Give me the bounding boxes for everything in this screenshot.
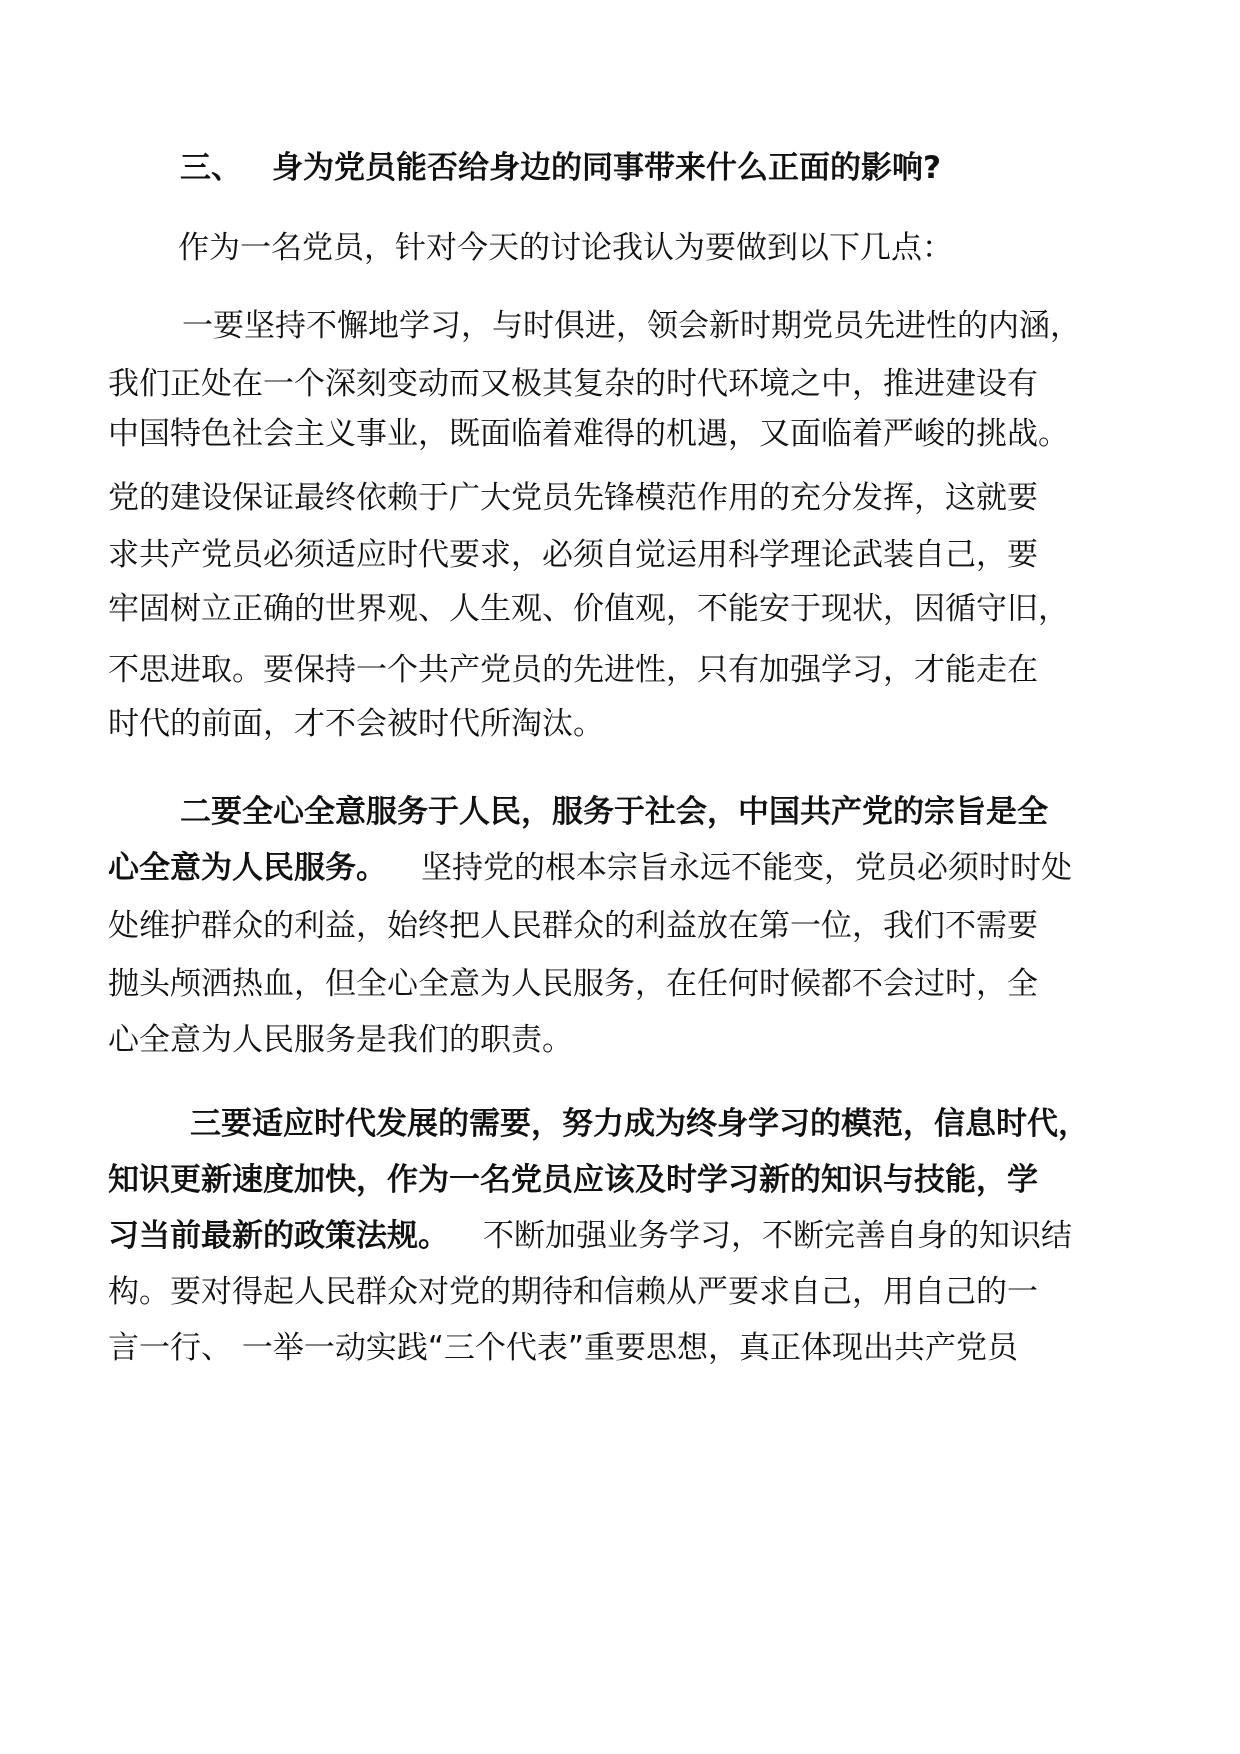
paragraph-line: 我们正处在一个深刻变动而又极其复杂的时代环境之中，推进建设有: [108, 366, 1038, 402]
section-heading: [180, 148, 941, 188]
intro-text: 作为一名党员，针对今天的讨论我认为要做到以下几点：: [178, 230, 953, 266]
paragraph-line: 处维护群众的利益，始终把人民群众的利益放在第一位，我们不需要: [108, 908, 1038, 944]
paragraph-line: 知识更新速度加快，作为一名党员应该及时学习新的知识与技能，学: [108, 1162, 1038, 1198]
paragraph-line: 构。要对得起人民群众对党的期待和信赖从严要求自己，用自己的一: [108, 1274, 1038, 1310]
paragraph-line: 言一行、 一举一动实践“三个代表”重要思想，真正体现出共产党员: [108, 1330, 1018, 1366]
paragraph-line: 不思进取。要保持一个共产党员的先进性，只有加强学习，才能走在: [108, 652, 1038, 688]
paragraph-line: 抛头颅洒热血，但全心全意为人民服务，在任何时候都不会过时，全: [108, 966, 1038, 1002]
bold-phrase: 心全意为人民服务。: [108, 850, 387, 886]
paragraph-line: 心全意为人民服务是我们的职责。: [108, 1022, 573, 1058]
paragraph-line: 二要全心全意服务于人民，服务于社会，中国共产党的宗旨是全: [180, 794, 1048, 830]
paragraph-line: 党的建设保证最终依赖于广大党员先锋模范作用的充分发挥，这就要: [108, 480, 1038, 516]
paragraph-line: 中国特色社会主义事业，既面临着难得的机遇，又面临着严峻的挑战。: [108, 416, 1069, 452]
paragraph-line: 时代的前面，才不会被时代所淘汰。: [108, 706, 604, 742]
section-title: 身为党员能否给身边的同事带来什么正面的影响?: [272, 150, 941, 186]
regular-phrase: 不断加强业务学习，不断完善自身的知识结: [483, 1218, 1072, 1254]
paragraph-line: 牢固树立正确的世界观、人生观、价值观，不能安于现状，因循守旧，: [108, 591, 1069, 627]
paragraph-line: 求共产党员必须适应时代要求，必须自觉运用科学理论武装自己，要: [108, 537, 1038, 573]
bold-phrase: 习当前最新的政策法规。: [108, 1218, 449, 1254]
paragraph-line: 一要坚持不懈地学习，与时俱进，领会新时期党员先进性的内涵，: [182, 308, 1081, 344]
regular-phrase: 坚持党的根本宗旨永远不能变，党员必须时时处: [421, 850, 1072, 886]
section-number: 三、: [180, 150, 242, 186]
paragraph-line: 三要适应时代发展的需要，努力成为终身学习的模范，信息时代，: [190, 1106, 1089, 1142]
paragraph-line: [108, 848, 1072, 888]
paragraph-line: [108, 1216, 1072, 1256]
